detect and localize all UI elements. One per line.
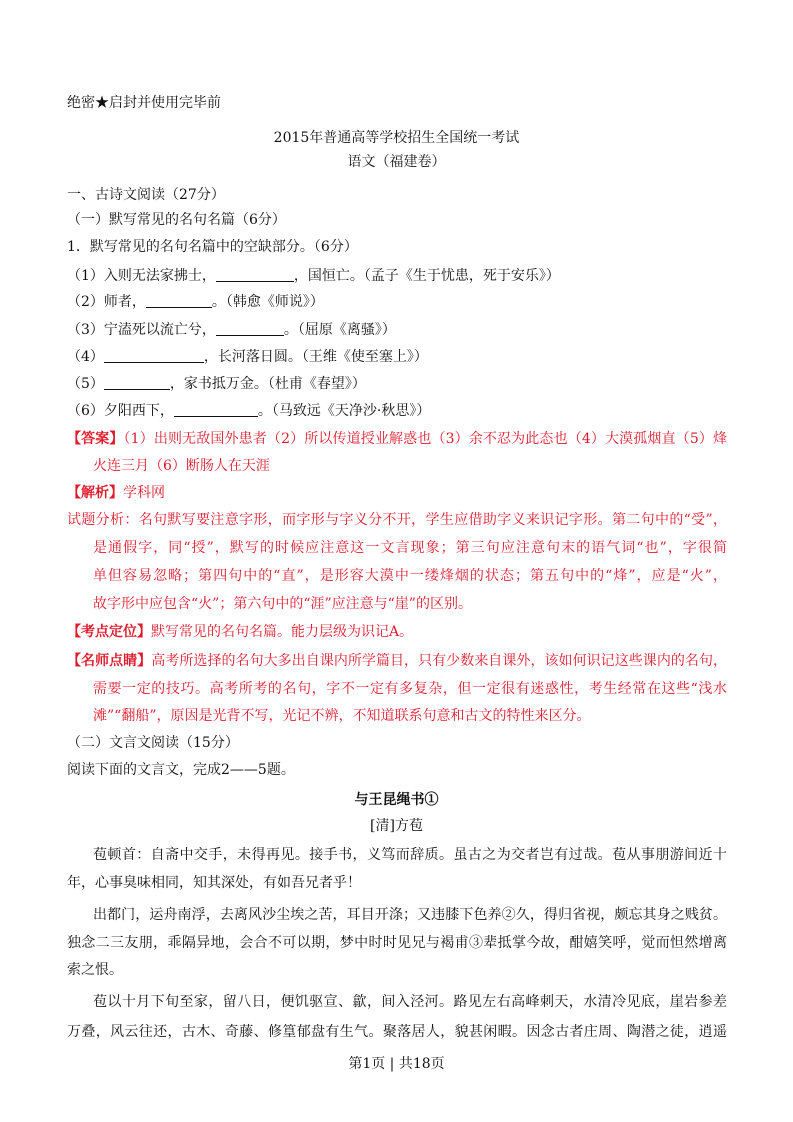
fill-item: （3）宁溘死以流亡兮， 。（屈原《离骚》） <box>67 322 396 338</box>
passage-line: 独念二三友朋，乖隔异地，会合不可以期，梦中时时见兄与褐甫③辈抵掌今故，酣嬉笑呼，觉而怛然增离 <box>67 935 727 951</box>
mingshi-line: 需要一定的技巧。高考所考的名句，字不一定有多复杂，但一定很有迷惑性，考生经常在这些“浅水 <box>93 681 727 697</box>
analysis-label: 【解析】学科网 <box>67 485 165 501</box>
fill-item: （6）夕阳西下， 。（马致远《天净沙·秋思》） <box>67 403 431 419</box>
answer-line: 火连三月（6）断肠人在天涯 <box>93 458 270 474</box>
answer-blank <box>174 402 258 417</box>
analysis-line: 是通假字，同“授”，默写的时候应注意这一文言现象；第三句应注意句末的语气词“也”，字很简 <box>93 540 727 556</box>
answer-blank <box>216 321 284 336</box>
passage-line: 万叠，风云往还，古木、奇藤、修篁郁盘有生气。聚落居人，貌甚闲暇。因念古者庄周、陶潜之徒，逍遥 <box>67 1024 727 1040</box>
question-1: 1．默写常见的名句名篇中的空缺部分。（6分） <box>67 239 358 255</box>
mingshi-line: 滩”“翻船”，原因是光背不写，光记不辨，不知道联系句意和古文的特性来区分。 <box>93 708 591 724</box>
subsection-heading: （一）默写常见的名句名篇（6分） <box>67 212 286 228</box>
passage-line: 年，心事臭味相同，知其深处，有如吾兄者乎！ <box>67 875 361 891</box>
page-footer: 第1页 | 共18页 <box>348 1056 445 1072</box>
reading-instruction: 阅读下面的文言文，完成2——5题。 <box>67 762 295 778</box>
fill-item: （2）师者， 。（韩愈《师说》） <box>67 294 324 310</box>
passage-author: [清]方苞 <box>370 818 423 834</box>
passage-line: 出都门，运舟南浮，去离风沙尘埃之苦，耳目开涤；又违膝下色养②久，得归省视，颇忘其身之贱贫。 <box>93 907 727 923</box>
kaodian: 【考点定位】默写常见的名句名篇。能力层级为识记A。 <box>67 624 414 640</box>
answer-line: 【答案】（1）出则无敌国外患者（2）所以传道授业解惑也（3）余不忍为此态也（4）大漠孤烟直（5）烽 <box>67 431 727 447</box>
passage-line: 苞以十月下旬至家，留八日，便饥驱宣、歙，间入泾河。路见左右高峰刺天，水清冷见底，崖岩参差 <box>93 994 727 1010</box>
answer-blank <box>104 375 170 390</box>
analysis-line: 故字形中应包含“火”；第六句中的“涯”应注意与“崖”的区别。 <box>93 596 472 612</box>
exam-title: 2015年普通高等学校招生全国统一考试 <box>273 130 520 146</box>
fill-item: （4） ，长河落日圆。（王维《使至塞上》） <box>67 349 428 365</box>
analysis-line: 单但容易忽略；第四句中的“直”，是形容大漠中一缕烽烟的状态；第五句中的“烽”，应是“火”， <box>93 568 727 584</box>
passage-line: 苞顿首：自斋中交手，未得再见。接手书，义笃而辞质。虽古之为交者岂有过哉。苞从事朋游间近十 <box>93 847 727 863</box>
mingshi-line: 【名师点睛】高考所选择的名句大多出自课内所学篇目，只有少数来自课外，该如何识记这些课内的名句， <box>67 653 728 669</box>
fill-item: （5） ，家书抵万金。（杜甫《春望》） <box>67 376 366 392</box>
analysis-line: 试题分析：名句默写要注意字形，而字形与字义分不开，学生应借助字义来识记字形。第二句中的“受”， <box>67 512 727 528</box>
answer-blank <box>216 267 294 282</box>
subsection-heading: （二）文言文阅读（15分） <box>67 735 239 751</box>
section-heading: 一、古诗文阅读（27分） <box>67 187 225 203</box>
answer-blank <box>146 293 212 308</box>
confidential-note: 绝密★启封并使用完毕前 <box>67 95 221 111</box>
exam-subtitle: 语文（福建卷） <box>347 154 446 170</box>
fill-item: （1）入则无法家拂士， ，国恒亡。（孟子《生于忧患，死于安乐》） <box>67 268 560 284</box>
passage-title: 与王昆绳书① <box>354 792 439 808</box>
passage-line: 索之恨。 <box>67 962 123 978</box>
answer-blank <box>104 348 204 363</box>
